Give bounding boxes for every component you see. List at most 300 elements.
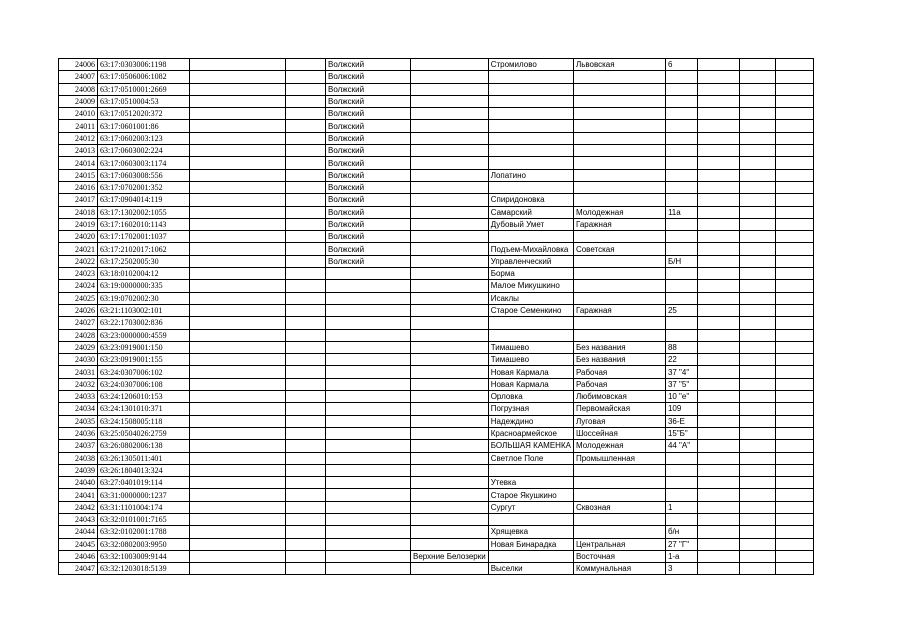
locality-cell: Спиридоновка (488, 194, 573, 206)
district-cell (326, 292, 411, 304)
house-cell: 25 (665, 304, 697, 316)
empty-cell (775, 563, 813, 575)
row-number: 24014 (59, 157, 98, 169)
table-row (59, 95, 814, 107)
empty-cell (286, 464, 326, 476)
row-number: 24015 (59, 169, 98, 181)
locality-cell: Орловка (488, 391, 573, 403)
empty-cell (697, 452, 739, 464)
district-cell: Волжский (326, 83, 411, 95)
empty-cell (775, 513, 813, 525)
district-cell (326, 489, 411, 501)
row-number: 24039 (59, 464, 98, 476)
empty-cell (775, 231, 813, 243)
empty-cell (775, 366, 813, 378)
settlement-cell (411, 132, 489, 144)
empty-cell (739, 317, 775, 329)
row-number: 24006 (59, 59, 98, 71)
locality-cell (488, 83, 573, 95)
empty-cell (697, 255, 739, 267)
district-cell (326, 391, 411, 403)
empty-cell (775, 329, 813, 341)
cadastral-number: 63:17:1302002:1055 (98, 206, 190, 218)
table-row (59, 206, 814, 218)
district-cell: Волжский (326, 194, 411, 206)
cadastral-number: 63:23:0919001:155 (98, 354, 190, 366)
empty-cell (739, 108, 775, 120)
empty-cell (697, 292, 739, 304)
empty-cell (775, 550, 813, 562)
street-cell (573, 329, 665, 341)
empty-cell (739, 206, 775, 218)
locality-cell: Выселки (488, 563, 573, 575)
locality-cell: Новая Кармала (488, 366, 573, 378)
empty-cell (697, 59, 739, 71)
house-cell (665, 513, 697, 525)
empty-cell (775, 427, 813, 439)
settlement-cell (411, 206, 489, 218)
empty-cell (775, 477, 813, 489)
empty-cell (286, 231, 326, 243)
empty-cell (697, 268, 739, 280)
empty-cell (739, 538, 775, 550)
settlement-cell (411, 513, 489, 525)
street-cell (573, 513, 665, 525)
empty-cell (697, 194, 739, 206)
house-cell: Б/Н (665, 255, 697, 267)
table-row (59, 157, 814, 169)
empty-cell (286, 194, 326, 206)
locality-cell: Тимашево (488, 354, 573, 366)
street-cell (573, 108, 665, 120)
street-cell: Советская (573, 243, 665, 255)
empty-cell (739, 268, 775, 280)
empty-cell (190, 304, 286, 316)
empty-cell (190, 108, 286, 120)
empty-cell (775, 354, 813, 366)
empty-cell (775, 292, 813, 304)
empty-cell (739, 231, 775, 243)
empty-cell (697, 218, 739, 230)
settlement-cell (411, 317, 489, 329)
row-number: 24016 (59, 181, 98, 193)
empty-cell (190, 427, 286, 439)
house-cell: 15"Б" (665, 427, 697, 439)
house-cell: 37 "4" (665, 366, 697, 378)
empty-cell (190, 550, 286, 562)
street-cell (573, 317, 665, 329)
settlement-cell (411, 255, 489, 267)
street-cell: Луговая (573, 415, 665, 427)
table-row (59, 71, 814, 83)
empty-cell (190, 83, 286, 95)
registry-table (58, 58, 814, 575)
street-cell (573, 268, 665, 280)
district-cell (326, 550, 411, 562)
empty-cell (190, 513, 286, 525)
settlement-cell (411, 268, 489, 280)
settlement-cell (411, 563, 489, 575)
settlement-cell (411, 292, 489, 304)
row-number: 24008 (59, 83, 98, 95)
locality-cell: Управленческий (488, 255, 573, 267)
street-cell (573, 95, 665, 107)
district-cell (326, 329, 411, 341)
empty-cell (739, 477, 775, 489)
district-cell (326, 304, 411, 316)
empty-cell (739, 145, 775, 157)
house-cell: 3 (665, 563, 697, 575)
house-cell (665, 120, 697, 132)
house-cell: 6 (665, 59, 697, 71)
settlement-cell (411, 157, 489, 169)
empty-cell (190, 391, 286, 403)
empty-cell (775, 132, 813, 144)
empty-cell (190, 181, 286, 193)
street-cell: Промышленная (573, 452, 665, 464)
empty-cell (286, 83, 326, 95)
house-cell (665, 477, 697, 489)
row-number: 24027 (59, 317, 98, 329)
empty-cell (190, 403, 286, 415)
street-cell: Первомайская (573, 403, 665, 415)
empty-cell (697, 563, 739, 575)
table-row (59, 255, 814, 267)
locality-cell: Малое Микушкино (488, 280, 573, 292)
street-cell: Сквозная (573, 501, 665, 513)
empty-cell (739, 550, 775, 562)
empty-cell (739, 452, 775, 464)
locality-cell (488, 157, 573, 169)
house-cell: 27 "Г" (665, 538, 697, 550)
empty-cell (697, 243, 739, 255)
empty-cell (286, 71, 326, 83)
cadastral-number: 63:21:1103002:101 (98, 304, 190, 316)
empty-cell (739, 341, 775, 353)
empty-cell (739, 181, 775, 193)
street-cell: Коммунальная (573, 563, 665, 575)
empty-cell (739, 243, 775, 255)
settlement-cell (411, 194, 489, 206)
empty-cell (286, 477, 326, 489)
district-cell (326, 563, 411, 575)
settlement-cell (411, 329, 489, 341)
empty-cell (190, 145, 286, 157)
cadastral-number: 63:17:2102017:1062 (98, 243, 190, 255)
cadastral-number: 63:19:0702002:30 (98, 292, 190, 304)
empty-cell (697, 231, 739, 243)
street-cell (573, 292, 665, 304)
table-row (59, 538, 814, 550)
settlement-cell (411, 108, 489, 120)
locality-cell (488, 120, 573, 132)
district-cell (326, 366, 411, 378)
empty-cell (697, 403, 739, 415)
empty-cell (697, 354, 739, 366)
house-cell (665, 108, 697, 120)
table-row (59, 489, 814, 501)
empty-cell (775, 169, 813, 181)
row-number: 24036 (59, 427, 98, 439)
empty-cell (286, 145, 326, 157)
locality-cell: Исаклы (488, 292, 573, 304)
empty-cell (286, 378, 326, 390)
empty-cell (739, 366, 775, 378)
house-cell: 37 "5" (665, 378, 697, 390)
empty-cell (775, 108, 813, 120)
empty-cell (739, 83, 775, 95)
cadastral-number: 63:17:0702001:352 (98, 181, 190, 193)
empty-cell (775, 317, 813, 329)
empty-cell (697, 157, 739, 169)
street-cell (573, 489, 665, 501)
table-row (59, 440, 814, 452)
table-row (59, 243, 814, 255)
empty-cell (775, 157, 813, 169)
house-cell (665, 83, 697, 95)
settlement-cell (411, 280, 489, 292)
empty-cell (775, 403, 813, 415)
empty-cell (739, 378, 775, 390)
settlement-cell (411, 231, 489, 243)
row-number: 24025 (59, 292, 98, 304)
empty-cell (775, 268, 813, 280)
row-number: 24020 (59, 231, 98, 243)
cadastral-number: 63:31:1101004:174 (98, 501, 190, 513)
house-cell (665, 268, 697, 280)
street-cell (573, 71, 665, 83)
settlement-cell (411, 120, 489, 132)
empty-cell (190, 317, 286, 329)
cadastral-number: 63:17:0603008:556 (98, 169, 190, 181)
house-cell (665, 489, 697, 501)
house-cell (665, 71, 697, 83)
district-cell (326, 341, 411, 353)
empty-cell (697, 71, 739, 83)
settlement-cell: Верхние Белозерки (411, 550, 489, 562)
row-number: 24018 (59, 206, 98, 218)
empty-cell (775, 391, 813, 403)
locality-cell (488, 108, 573, 120)
house-cell (665, 292, 697, 304)
empty-cell (739, 59, 775, 71)
house-cell (665, 181, 697, 193)
empty-cell (190, 366, 286, 378)
house-cell (665, 194, 697, 206)
empty-cell (190, 378, 286, 390)
table-row (59, 415, 814, 427)
empty-cell (697, 538, 739, 550)
settlement-cell (411, 501, 489, 513)
locality-cell: Погрузная (488, 403, 573, 415)
house-cell (665, 329, 697, 341)
empty-cell (286, 354, 326, 366)
cadastral-number: 63:24:0307006:102 (98, 366, 190, 378)
cadastral-number: 63:17:0512020:372 (98, 108, 190, 120)
empty-cell (739, 501, 775, 513)
table-row (59, 292, 814, 304)
empty-cell (697, 550, 739, 562)
house-cell (665, 218, 697, 230)
district-cell (326, 513, 411, 525)
empty-cell (190, 120, 286, 132)
district-cell (326, 415, 411, 427)
empty-cell (190, 354, 286, 366)
row-number: 24021 (59, 243, 98, 255)
table-row (59, 403, 814, 415)
empty-cell (775, 95, 813, 107)
empty-cell (190, 489, 286, 501)
locality-cell: Самарский (488, 206, 573, 218)
cadastral-number: 63:25:0504026:2759 (98, 427, 190, 439)
street-cell (573, 132, 665, 144)
empty-cell (775, 526, 813, 538)
empty-cell (739, 415, 775, 427)
empty-cell (739, 391, 775, 403)
empty-cell (739, 292, 775, 304)
empty-cell (697, 95, 739, 107)
empty-cell (739, 95, 775, 107)
district-cell: Волжский (326, 181, 411, 193)
row-number: 24026 (59, 304, 98, 316)
row-number: 24042 (59, 501, 98, 513)
empty-cell (775, 378, 813, 390)
district-cell (326, 452, 411, 464)
table-row (59, 231, 814, 243)
empty-cell (739, 403, 775, 415)
table-row (59, 513, 814, 525)
empty-cell (697, 83, 739, 95)
locality-cell (488, 550, 573, 562)
empty-cell (286, 292, 326, 304)
street-cell (573, 255, 665, 267)
district-cell: Волжский (326, 206, 411, 218)
district-cell: Волжский (326, 120, 411, 132)
empty-cell (697, 513, 739, 525)
empty-cell (286, 255, 326, 267)
house-cell (665, 157, 697, 169)
district-cell (326, 440, 411, 452)
empty-cell (775, 71, 813, 83)
empty-cell (697, 317, 739, 329)
empty-cell (697, 391, 739, 403)
empty-cell (190, 440, 286, 452)
district-cell: Волжский (326, 132, 411, 144)
locality-cell: Утевка (488, 477, 573, 489)
district-cell: Волжский (326, 255, 411, 267)
empty-cell (190, 157, 286, 169)
street-cell: Рабочая (573, 366, 665, 378)
empty-cell (739, 280, 775, 292)
row-number: 24031 (59, 366, 98, 378)
table-row (59, 329, 814, 341)
cadastral-number: 63:24:0307006:108 (98, 378, 190, 390)
table-row (59, 145, 814, 157)
street-cell: Восточная (573, 550, 665, 562)
cadastral-number: 63:17:0603003:1174 (98, 157, 190, 169)
street-cell (573, 231, 665, 243)
table-row (59, 501, 814, 513)
settlement-cell (411, 366, 489, 378)
empty-cell (190, 501, 286, 513)
row-number: 24033 (59, 391, 98, 403)
settlement-cell (411, 477, 489, 489)
empty-cell (739, 71, 775, 83)
settlement-cell (411, 526, 489, 538)
settlement-cell (411, 427, 489, 439)
empty-cell (697, 341, 739, 353)
empty-cell (286, 550, 326, 562)
locality-cell (488, 181, 573, 193)
empty-cell (286, 120, 326, 132)
street-cell: Без названия (573, 341, 665, 353)
cadastral-number: 63:32:0102001:1788 (98, 526, 190, 538)
street-cell (573, 169, 665, 181)
house-cell: 88 (665, 341, 697, 353)
empty-cell (739, 354, 775, 366)
cadastral-number: 63:19:0000000:335 (98, 280, 190, 292)
table-row (59, 477, 814, 489)
house-cell: 10 "е" (665, 391, 697, 403)
street-cell (573, 464, 665, 476)
row-number: 24024 (59, 280, 98, 292)
locality-cell: Новая Кармала (488, 378, 573, 390)
row-number: 24011 (59, 120, 98, 132)
table-row (59, 120, 814, 132)
row-number: 24038 (59, 452, 98, 464)
street-cell (573, 120, 665, 132)
house-cell: 44 "А" (665, 440, 697, 452)
empty-cell (775, 452, 813, 464)
district-cell: Волжский (326, 59, 411, 71)
settlement-cell (411, 169, 489, 181)
cadastral-number: 63:26:1804013:324 (98, 464, 190, 476)
empty-cell (190, 464, 286, 476)
district-cell (326, 280, 411, 292)
locality-cell (488, 132, 573, 144)
empty-cell (739, 255, 775, 267)
empty-cell (697, 477, 739, 489)
settlement-cell (411, 464, 489, 476)
empty-cell (190, 206, 286, 218)
empty-cell (190, 526, 286, 538)
district-cell (326, 538, 411, 550)
empty-cell (697, 366, 739, 378)
row-number: 24022 (59, 255, 98, 267)
locality-cell (488, 317, 573, 329)
empty-cell (775, 538, 813, 550)
empty-cell (697, 132, 739, 144)
empty-cell (775, 83, 813, 95)
empty-cell (739, 526, 775, 538)
empty-cell (190, 268, 286, 280)
empty-cell (739, 464, 775, 476)
empty-cell (286, 218, 326, 230)
empty-cell (775, 415, 813, 427)
settlement-cell (411, 218, 489, 230)
empty-cell (286, 563, 326, 575)
settlement-cell (411, 415, 489, 427)
empty-cell (775, 218, 813, 230)
cadastral-number: 63:26:1305011:401 (98, 452, 190, 464)
empty-cell (190, 194, 286, 206)
empty-cell (190, 95, 286, 107)
empty-cell (190, 280, 286, 292)
street-cell (573, 181, 665, 193)
locality-cell: Тимашево (488, 341, 573, 353)
table-row (59, 194, 814, 206)
empty-cell (286, 538, 326, 550)
